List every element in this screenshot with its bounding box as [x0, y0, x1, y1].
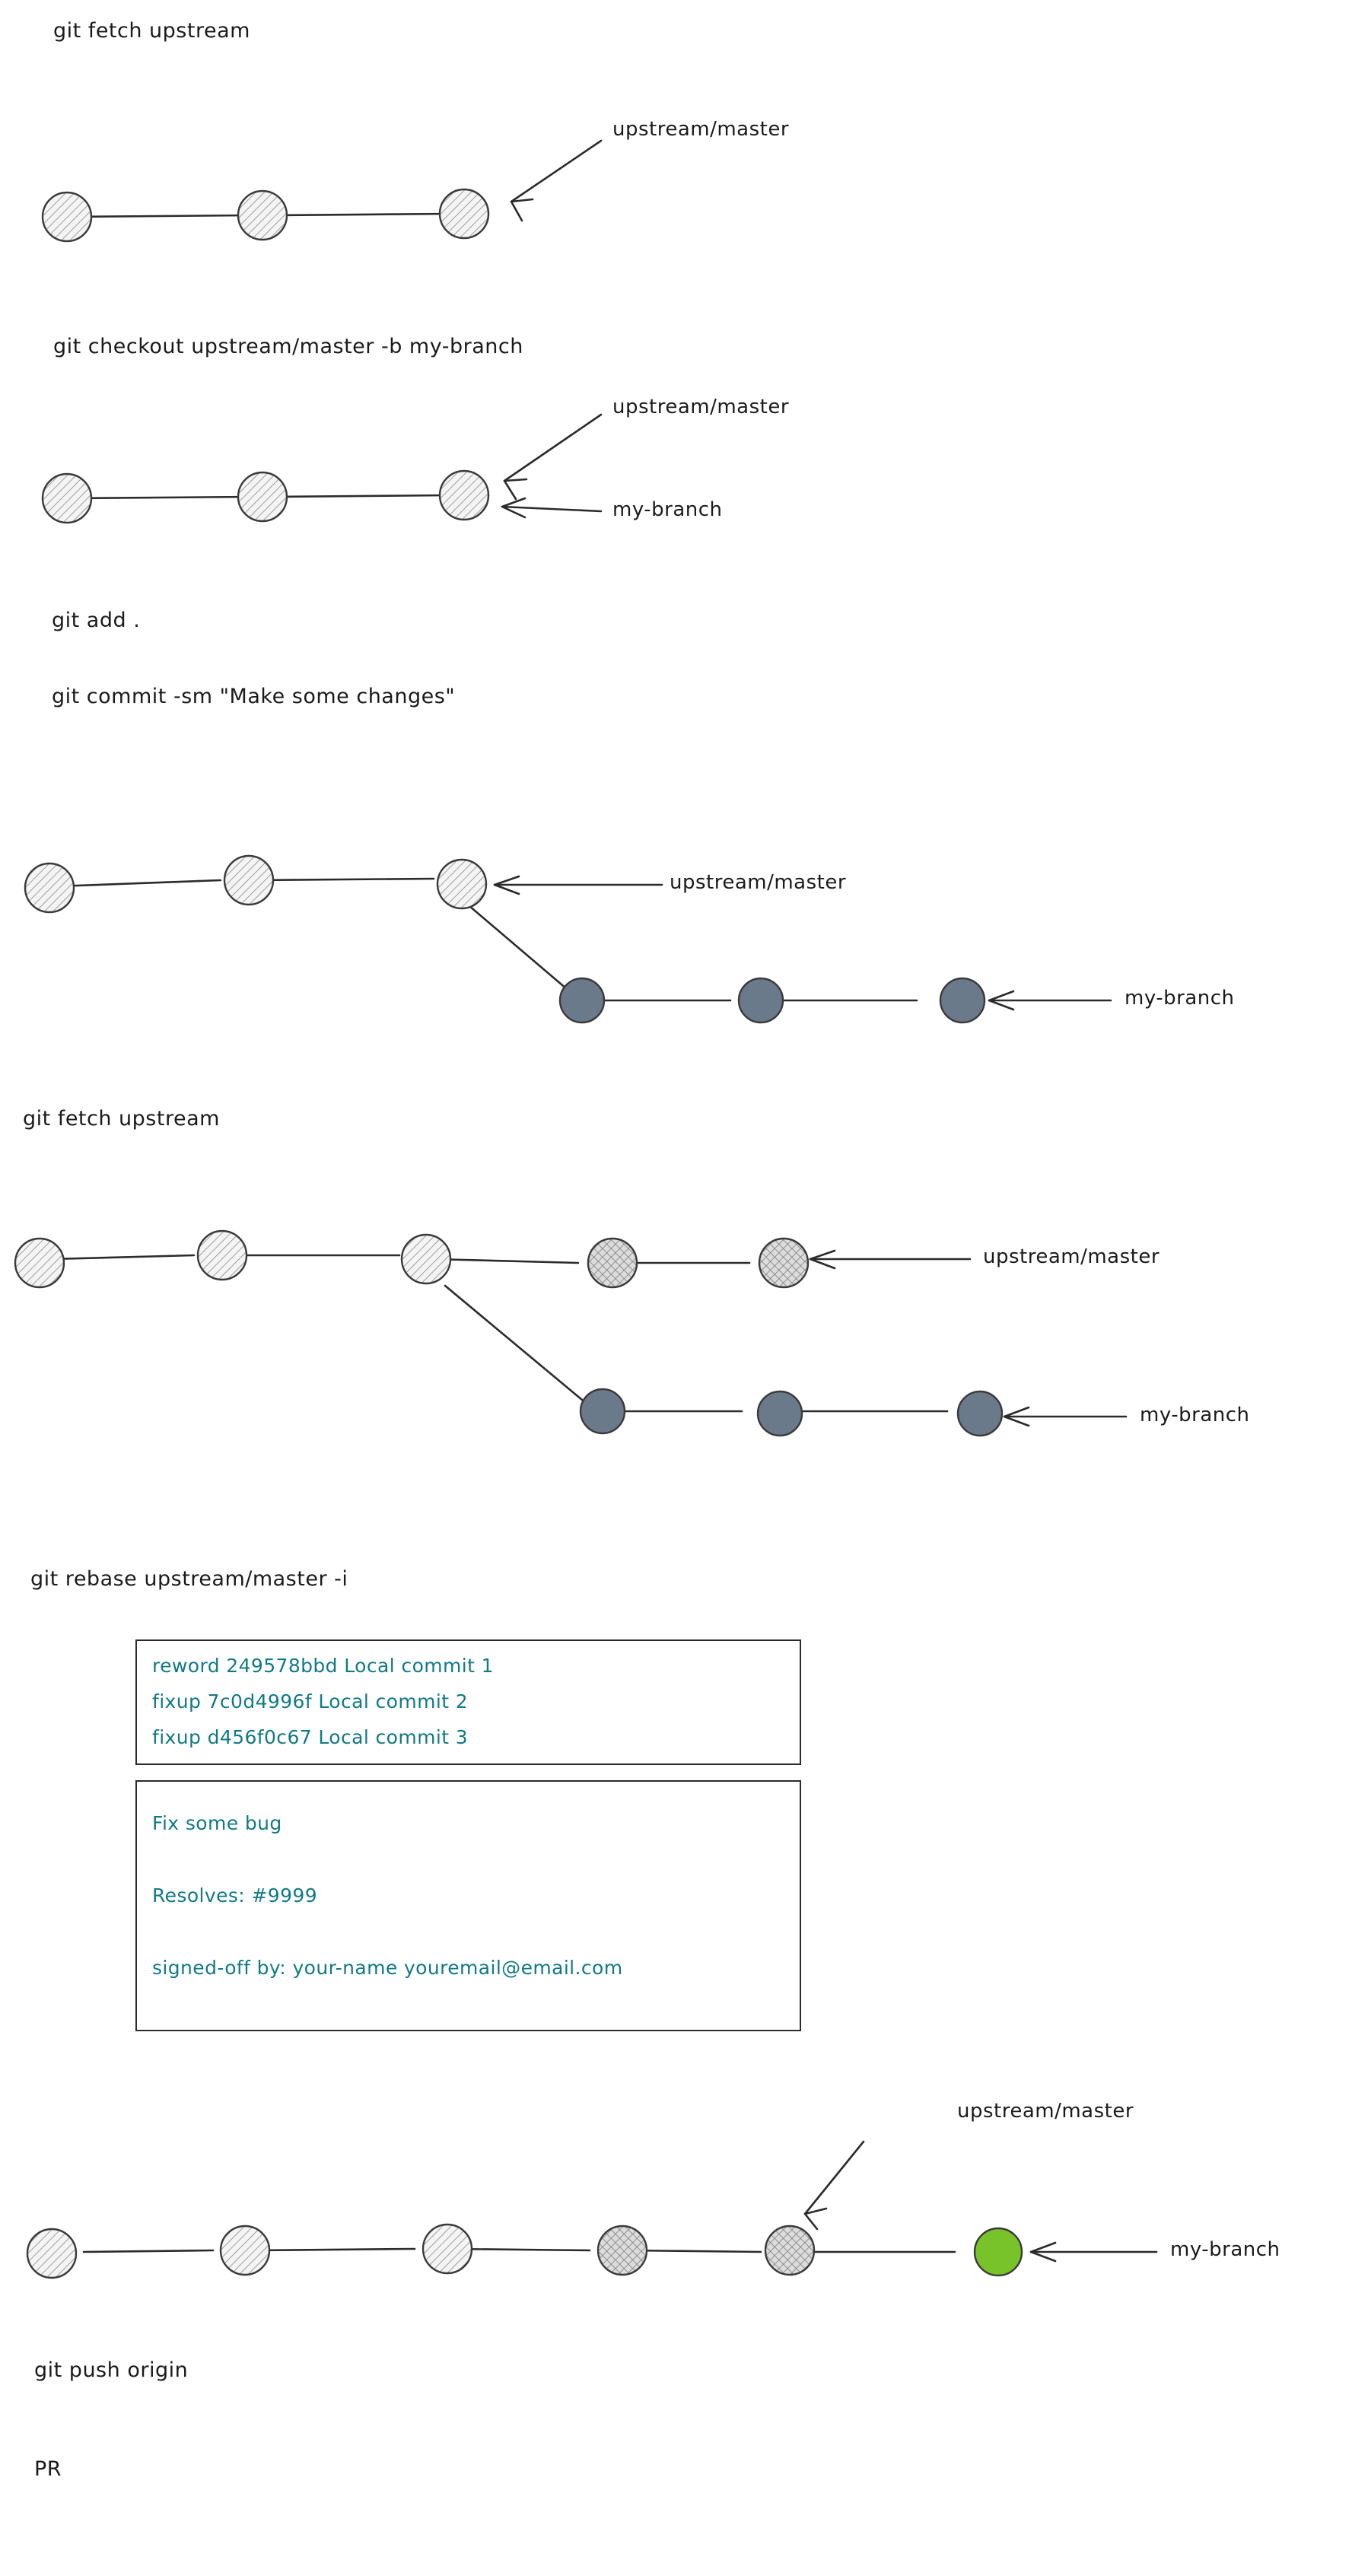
commit-message-line-1: Fix some bug	[152, 1812, 282, 1834]
commit-node	[43, 192, 91, 241]
command-git-checkout: git checkout upstream/master -b my-branch	[53, 335, 523, 358]
commit-message-line-2: Resolves: #9999	[152, 1884, 318, 1907]
commit-node	[588, 1239, 637, 1287]
commit-node	[198, 1231, 247, 1280]
commit-node	[15, 1239, 64, 1287]
label-my-branch-4: my-branch	[1170, 2238, 1280, 2261]
commit-node	[440, 189, 488, 238]
command-git-push-origin: git push origin	[34, 2358, 189, 2382]
command-pr: PR	[34, 2457, 62, 2481]
commit-node	[423, 2225, 472, 2273]
commit-node	[238, 191, 287, 240]
local-commit-node	[739, 978, 783, 1022]
commit-node	[43, 474, 91, 523]
rebase-todo-line-2: fixup 7c0d4996f Local commit 2	[152, 1690, 469, 1713]
local-commit-node	[758, 1391, 802, 1436]
local-commit-node	[560, 978, 604, 1022]
label-upstream-master-2: upstream/master	[612, 396, 790, 418]
commit-node	[598, 2226, 647, 2275]
commit-node	[759, 1239, 808, 1287]
commit-node	[437, 860, 486, 908]
label-upstream-master-3: upstream/master	[670, 871, 847, 894]
label-my-branch-2: my-branch	[1125, 987, 1235, 1010]
commit-node	[238, 472, 287, 521]
command-git-rebase: git rebase upstream/master -i	[30, 1567, 348, 1591]
rebase-todo-line-3: fixup d456f0c67 Local commit 3	[152, 1726, 469, 1748]
command-git-fetch-upstream-1: git fetch upstream	[53, 19, 250, 43]
local-commit-node	[940, 978, 985, 1022]
rebase-todo-line-1: reword 249578bbd Local commit 1	[152, 1655, 494, 1677]
label-my-branch-3: my-branch	[1140, 1404, 1250, 1426]
label-my-branch-1: my-branch	[612, 498, 723, 521]
command-git-add: git add .	[52, 609, 141, 632]
local-commit-node	[581, 1389, 625, 1433]
label-upstream-master-4: upstream/master	[983, 1245, 1160, 1268]
label-upstream-master-1: upstream/master	[612, 118, 790, 141]
commit-node	[25, 863, 74, 912]
command-git-commit: git commit -sm "Make some changes"	[52, 685, 456, 708]
commit-node	[224, 856, 273, 905]
commit-node	[402, 1235, 450, 1283]
final-commit-node	[975, 2228, 1022, 2275]
command-git-fetch-upstream-2: git fetch upstream	[23, 1107, 220, 1131]
commit-message-line-3: signed-off by: your-name youremail@email.com	[152, 1957, 623, 1979]
commit-node	[221, 2226, 269, 2275]
local-commit-node	[958, 1391, 1002, 1436]
commit-node	[27, 2229, 76, 2278]
label-upstream-master-5: upstream/master	[957, 2100, 1134, 2123]
commit-node	[440, 471, 488, 520]
commit-node	[765, 2226, 814, 2275]
